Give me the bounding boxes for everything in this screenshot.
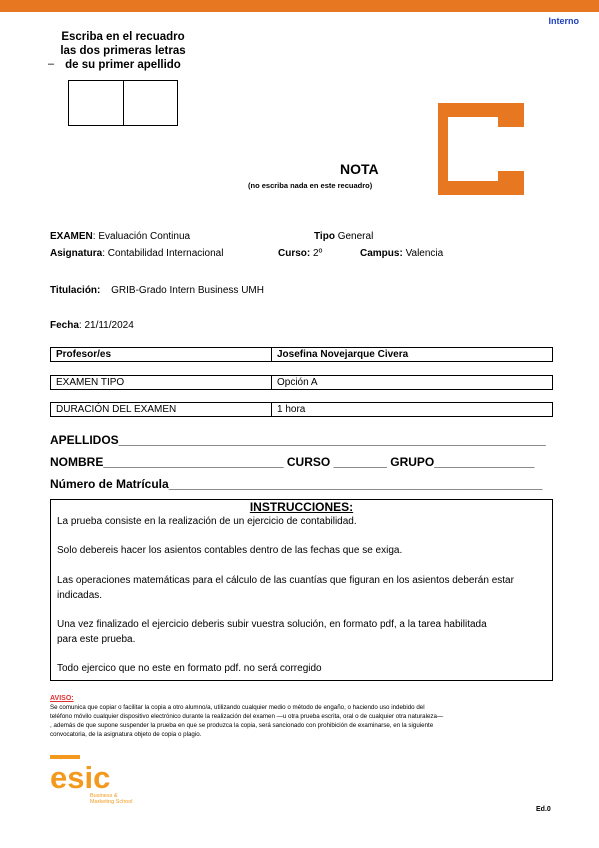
grade-box-notch-top <box>498 117 524 127</box>
grade-box-gap <box>510 127 524 171</box>
logo-tagline-2: Marketing School <box>90 799 133 805</box>
edition-label: Ed.0 <box>536 806 551 813</box>
aviso-line: , además de que supone suspender la prueba en que se produzca la copia, será sancionado con prohibición de examinarse, en la siguiente <box>50 722 434 729</box>
instruction-paragraph: Todo ejercico que no este en formato pdf. no será corregido <box>57 663 322 674</box>
grade-subtitle: (no escriba nada en este recuadro) <box>248 181 373 190</box>
campus-line <box>360 248 443 259</box>
curso-label: Curso: <box>278 248 311 259</box>
curso-line <box>278 248 322 259</box>
table-row <box>51 403 553 417</box>
table-row <box>51 348 553 362</box>
profesor-table <box>50 347 553 362</box>
fecha-line <box>50 320 134 331</box>
duracion-label: DURACIÓN DEL EXAMEN <box>51 403 272 417</box>
fecha-label: Fecha <box>50 320 79 331</box>
letter-cell-1[interactable] <box>69 81 124 125</box>
aviso-line: teléfono móvilo cualquier dispositivo electrónico durante la realización del examen —u otra prueba escrita, oral o de cualquier otra naturaleza— <box>50 713 444 720</box>
titulacion-line <box>50 285 264 296</box>
examen-tipo-value: Opción A <box>272 376 553 390</box>
asignatura-line <box>50 248 223 259</box>
esic-logo <box>50 755 150 805</box>
nombre-curso-grupo-field[interactable]: NOMBRE___________________________ CURSO ________ GRUPO_______________ <box>50 455 535 469</box>
top-accent-bar <box>0 0 599 12</box>
tipo-value: General <box>334 231 374 242</box>
instruction-line-1: Escriba en el recuadro <box>61 31 185 43</box>
instruction-paragraph: Las operaciones matemáticas para el cálculo de las cuantías que figuran en los asientos deberán estar <box>57 575 514 586</box>
examen-tipo-label: EXAMEN TIPO <box>51 376 272 390</box>
table-row <box>51 376 553 390</box>
instruction-paragraph: La prueba consiste en la realización de un ejercicio de contabilidad. <box>57 516 357 527</box>
aviso-text <box>50 703 553 739</box>
tipo-label: Tipo <box>314 231 335 242</box>
campus-value: Valencia <box>402 248 444 259</box>
tipo-line <box>314 231 373 242</box>
logo-tagline-1: Business & <box>90 793 118 799</box>
instructions-title: INSTRUCCIONES: <box>249 500 354 514</box>
aviso-line: Se comunica que copiar o facilitar la copia a otro alumno/a, utilizando cualquier medio o método de engaño, o haciendo uso indebido del <box>50 704 425 711</box>
aviso-label: AVISO: <box>50 695 74 702</box>
matricula-field[interactable]: Número de Matrícula________________________________________________________ <box>50 477 543 491</box>
instruction-paragraph: indicadas. <box>57 590 103 601</box>
campus-label: Campus: <box>360 248 403 259</box>
examen-value: : Evaluación Continua <box>92 231 191 242</box>
examen-line <box>50 231 190 242</box>
asignatura-label: Asignatura <box>50 248 103 259</box>
profesor-label: Profesor/es <box>51 348 272 362</box>
titulacion-label: Titulación: <box>50 285 101 296</box>
instruction-line-2: las dos primeras letras <box>60 45 186 57</box>
dash-mark: – <box>48 58 55 70</box>
grade-box-notch-bottom <box>498 171 524 181</box>
grade-title: NOTA <box>340 161 379 177</box>
grade-box <box>438 103 524 195</box>
fecha-value: : 21/11/2024 <box>78 320 134 331</box>
letter-cell-2[interactable] <box>124 81 178 125</box>
classification-label: Interno <box>548 16 579 26</box>
duracion-table <box>50 402 553 417</box>
instruction-paragraph: para este prueba. <box>57 634 136 645</box>
instruction-paragraph: Solo debereis hacer los asientos contables dentro de las fechas que se exiga. <box>57 545 403 556</box>
logo-brand: esic <box>50 760 111 795</box>
apellidos-field[interactable]: APELLIDOS________________________________________________________________ <box>50 433 546 447</box>
instruction-line-3: de su primer apellido <box>65 59 181 71</box>
aviso-line: convocatoria, de la asignatura objeto de copia o plagio. <box>50 731 202 738</box>
instructions-box <box>50 499 553 681</box>
titulacion-value: GRIB-Grado Intern Business UMH <box>111 285 264 296</box>
duracion-value: 1 hora <box>272 403 553 417</box>
profesor-value: Josefina Novejarque Civera <box>272 348 553 362</box>
surname-letters-instruction <box>58 30 188 72</box>
tipo-table <box>50 375 553 390</box>
logo-accent <box>50 755 80 759</box>
instruction-paragraph: Una vez finalizado el ejercicio deberis subir vuestra solución, en formato pdf, a la tarea habilitada <box>57 619 487 630</box>
surname-letters-box[interactable] <box>68 80 178 126</box>
asignatura-value: : Contabilidad Internacional <box>102 248 224 259</box>
curso-value: 2º <box>310 248 323 259</box>
examen-label: EXAMEN <box>50 231 93 242</box>
